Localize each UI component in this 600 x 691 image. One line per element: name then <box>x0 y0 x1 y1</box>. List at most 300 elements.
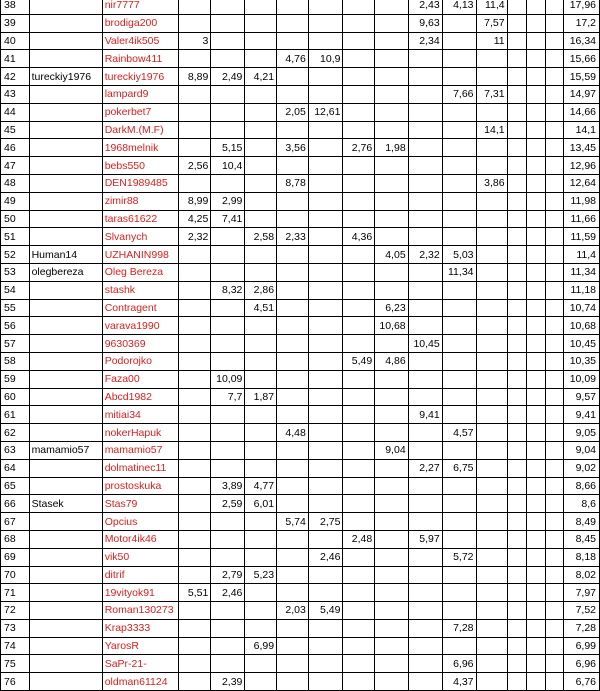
score-cell[interactable] <box>211 637 245 655</box>
score-cell[interactable] <box>343 317 375 335</box>
score-cell[interactable] <box>408 602 442 620</box>
score-cell[interactable] <box>408 299 442 317</box>
score-cell[interactable] <box>526 459 545 477</box>
total-cell[interactable]: 14,97 <box>564 85 600 103</box>
player-nick-cell[interactable]: Opcius <box>102 513 178 531</box>
score-cell[interactable] <box>375 157 408 175</box>
player-nick-cell[interactable]: Slvanych <box>102 228 178 246</box>
score-cell[interactable] <box>245 50 277 68</box>
score-cell[interactable] <box>526 32 545 50</box>
score-cell[interactable] <box>507 530 526 548</box>
score-cell[interactable] <box>277 370 309 388</box>
score-cell[interactable] <box>476 263 507 281</box>
score-cell[interactable] <box>442 157 476 175</box>
score-cell[interactable] <box>545 157 564 175</box>
score-cell[interactable] <box>408 637 442 655</box>
score-cell[interactable] <box>442 299 476 317</box>
score-cell[interactable] <box>308 637 343 655</box>
score-cell[interactable] <box>442 121 476 139</box>
score-cell[interactable] <box>507 673 526 691</box>
team-cell[interactable] <box>29 637 102 655</box>
score-cell[interactable] <box>211 299 245 317</box>
player-nick-cell[interactable]: zimir88 <box>102 192 178 210</box>
total-cell[interactable]: 8,45 <box>564 530 600 548</box>
score-cell[interactable]: 10,9 <box>308 50 343 68</box>
score-cell[interactable] <box>343 655 375 673</box>
score-cell[interactable] <box>442 441 476 459</box>
score-cell[interactable] <box>375 192 408 210</box>
score-cell[interactable]: 5,72 <box>442 548 476 566</box>
score-cell[interactable] <box>408 495 442 513</box>
score-cell[interactable] <box>507 459 526 477</box>
score-cell[interactable]: 4,13 <box>442 0 476 14</box>
score-cell[interactable] <box>211 32 245 50</box>
score-cell[interactable]: 2,43 <box>408 0 442 14</box>
score-cell[interactable] <box>343 299 375 317</box>
rank-cell[interactable]: 68 <box>1 530 30 548</box>
player-nick-cell[interactable]: 19vityok91 <box>102 584 178 602</box>
score-cell[interactable] <box>375 335 408 353</box>
score-cell[interactable] <box>277 406 309 424</box>
score-cell[interactable]: 2,48 <box>343 530 375 548</box>
score-cell[interactable] <box>245 263 277 281</box>
score-cell[interactable] <box>375 228 408 246</box>
score-cell[interactable] <box>545 566 564 584</box>
score-cell[interactable] <box>476 584 507 602</box>
rank-cell[interactable]: 54 <box>1 281 30 299</box>
player-nick-cell[interactable]: nokerHapuk <box>102 424 178 442</box>
score-cell[interactable] <box>308 424 343 442</box>
score-cell[interactable]: 2,59 <box>211 495 245 513</box>
score-cell[interactable] <box>507 299 526 317</box>
score-cell[interactable] <box>408 85 442 103</box>
score-cell[interactable] <box>442 637 476 655</box>
player-nick-cell[interactable]: vik50 <box>102 548 178 566</box>
score-cell[interactable]: 4,25 <box>179 210 211 228</box>
rank-cell[interactable]: 65 <box>1 477 30 495</box>
score-cell[interactable] <box>526 192 545 210</box>
score-cell[interactable] <box>408 228 442 246</box>
score-cell[interactable] <box>211 246 245 264</box>
score-cell[interactable] <box>526 584 545 602</box>
score-cell[interactable] <box>545 246 564 264</box>
player-nick-cell[interactable]: Motor4ik46 <box>102 530 178 548</box>
rank-cell[interactable]: 58 <box>1 352 30 370</box>
rank-cell[interactable]: 59 <box>1 370 30 388</box>
score-cell[interactable]: 5,49 <box>308 602 343 620</box>
score-cell[interactable] <box>343 602 375 620</box>
score-cell[interactable] <box>245 335 277 353</box>
score-cell[interactable] <box>545 530 564 548</box>
score-cell[interactable] <box>526 299 545 317</box>
player-nick-cell[interactable]: YarosR <box>102 637 178 655</box>
score-cell[interactable] <box>277 68 309 86</box>
rank-cell[interactable]: 40 <box>1 32 30 50</box>
score-cell[interactable]: 2,76 <box>343 139 375 157</box>
score-cell[interactable] <box>308 352 343 370</box>
score-cell[interactable] <box>245 0 277 14</box>
score-cell[interactable] <box>375 281 408 299</box>
score-cell[interactable] <box>308 85 343 103</box>
score-cell[interactable] <box>343 192 375 210</box>
team-cell[interactable] <box>29 370 102 388</box>
score-cell[interactable] <box>545 637 564 655</box>
score-cell[interactable] <box>545 388 564 406</box>
score-cell[interactable] <box>408 317 442 335</box>
team-cell[interactable] <box>29 192 102 210</box>
score-cell[interactable] <box>277 548 309 566</box>
score-cell[interactable] <box>545 263 564 281</box>
score-cell[interactable] <box>308 459 343 477</box>
score-cell[interactable]: 2,46 <box>211 584 245 602</box>
score-cell[interactable] <box>476 513 507 531</box>
score-cell[interactable] <box>545 424 564 442</box>
score-cell[interactable] <box>507 281 526 299</box>
score-cell[interactable] <box>245 673 277 691</box>
team-cell[interactable] <box>29 602 102 620</box>
score-cell[interactable] <box>245 210 277 228</box>
score-cell[interactable] <box>343 85 375 103</box>
score-cell[interactable]: 4,21 <box>245 68 277 86</box>
score-cell[interactable]: 6,99 <box>245 637 277 655</box>
score-cell[interactable] <box>545 495 564 513</box>
score-cell[interactable] <box>545 477 564 495</box>
score-cell[interactable] <box>408 68 442 86</box>
score-cell[interactable] <box>211 174 245 192</box>
score-cell[interactable] <box>245 103 277 121</box>
score-cell[interactable]: 2,86 <box>245 281 277 299</box>
score-cell[interactable] <box>211 121 245 139</box>
score-cell[interactable] <box>308 139 343 157</box>
score-cell[interactable] <box>442 566 476 584</box>
score-cell[interactable] <box>526 68 545 86</box>
team-cell[interactable]: olegbereza <box>29 263 102 281</box>
total-cell[interactable]: 11,18 <box>564 281 600 299</box>
score-cell[interactable] <box>442 406 476 424</box>
score-cell[interactable] <box>507 655 526 673</box>
total-cell[interactable]: 9,05 <box>564 424 600 442</box>
score-cell[interactable] <box>526 655 545 673</box>
score-cell[interactable] <box>526 530 545 548</box>
score-cell[interactable]: 14,1 <box>476 121 507 139</box>
score-cell[interactable] <box>211 619 245 637</box>
score-cell[interactable] <box>343 210 375 228</box>
score-cell[interactable]: 12,61 <box>308 103 343 121</box>
score-cell[interactable] <box>277 14 309 32</box>
rank-cell[interactable]: 49 <box>1 192 30 210</box>
score-cell[interactable] <box>545 673 564 691</box>
score-cell[interactable] <box>277 246 309 264</box>
score-cell[interactable] <box>245 441 277 459</box>
score-cell[interactable] <box>343 335 375 353</box>
score-cell[interactable] <box>545 50 564 68</box>
total-cell[interactable]: 15,59 <box>564 68 600 86</box>
total-cell[interactable]: 15,66 <box>564 50 600 68</box>
score-cell[interactable] <box>343 121 375 139</box>
score-cell[interactable]: 5,15 <box>211 139 245 157</box>
team-cell[interactable] <box>29 459 102 477</box>
player-nick-cell[interactable]: mitiai34 <box>102 406 178 424</box>
score-cell[interactable] <box>526 174 545 192</box>
total-cell[interactable]: 9,04 <box>564 441 600 459</box>
score-cell[interactable] <box>245 32 277 50</box>
score-cell[interactable] <box>308 299 343 317</box>
rank-cell[interactable]: 46 <box>1 139 30 157</box>
score-cell[interactable] <box>442 103 476 121</box>
score-cell[interactable] <box>179 263 211 281</box>
score-cell[interactable] <box>526 495 545 513</box>
score-cell[interactable]: 4,36 <box>343 228 375 246</box>
score-cell[interactable] <box>211 424 245 442</box>
score-cell[interactable]: 2,49 <box>211 68 245 86</box>
player-nick-cell[interactable]: Roman130273 <box>102 602 178 620</box>
score-cell[interactable] <box>308 619 343 637</box>
score-cell[interactable] <box>507 424 526 442</box>
player-nick-cell[interactable]: DEN1989485 <box>102 174 178 192</box>
score-cell[interactable] <box>507 246 526 264</box>
score-cell[interactable]: 8,89 <box>179 68 211 86</box>
score-cell[interactable] <box>277 32 309 50</box>
score-cell[interactable] <box>442 530 476 548</box>
score-cell[interactable] <box>507 139 526 157</box>
score-cell[interactable] <box>526 263 545 281</box>
score-cell[interactable] <box>375 370 408 388</box>
team-cell[interactable] <box>29 388 102 406</box>
score-cell[interactable] <box>442 477 476 495</box>
score-cell[interactable] <box>179 566 211 584</box>
score-cell[interactable] <box>442 602 476 620</box>
score-cell[interactable] <box>179 139 211 157</box>
total-cell[interactable]: 8,18 <box>564 548 600 566</box>
team-cell[interactable] <box>29 14 102 32</box>
team-cell[interactable]: mamamio57 <box>29 441 102 459</box>
score-cell[interactable] <box>308 673 343 691</box>
player-nick-cell[interactable]: taras61622 <box>102 210 178 228</box>
score-cell[interactable] <box>245 602 277 620</box>
score-cell[interactable] <box>507 14 526 32</box>
player-nick-cell[interactable]: Abcd1982 <box>102 388 178 406</box>
score-cell[interactable] <box>507 68 526 86</box>
rank-cell[interactable]: 64 <box>1 459 30 477</box>
score-cell[interactable] <box>545 335 564 353</box>
rank-cell[interactable]: 56 <box>1 317 30 335</box>
score-cell[interactable] <box>442 174 476 192</box>
score-cell[interactable] <box>526 85 545 103</box>
score-cell[interactable] <box>343 263 375 281</box>
score-cell[interactable] <box>442 14 476 32</box>
team-cell[interactable] <box>29 352 102 370</box>
total-cell[interactable]: 8,66 <box>564 477 600 495</box>
score-cell[interactable] <box>526 406 545 424</box>
score-cell[interactable] <box>245 192 277 210</box>
score-cell[interactable] <box>308 281 343 299</box>
score-cell[interactable] <box>211 655 245 673</box>
score-cell[interactable] <box>526 637 545 655</box>
score-cell[interactable] <box>442 388 476 406</box>
score-cell[interactable] <box>308 317 343 335</box>
score-cell[interactable] <box>526 246 545 264</box>
score-cell[interactable] <box>507 50 526 68</box>
score-cell[interactable] <box>408 263 442 281</box>
score-cell[interactable]: 3 <box>179 32 211 50</box>
score-cell[interactable] <box>308 584 343 602</box>
score-cell[interactable] <box>343 548 375 566</box>
score-cell[interactable]: 6,23 <box>375 299 408 317</box>
score-cell[interactable] <box>277 584 309 602</box>
score-cell[interactable] <box>545 103 564 121</box>
score-cell[interactable] <box>277 441 309 459</box>
score-cell[interactable] <box>211 513 245 531</box>
score-cell[interactable]: 11,4 <box>476 0 507 14</box>
score-cell[interactable] <box>476 388 507 406</box>
score-cell[interactable] <box>545 584 564 602</box>
score-cell[interactable] <box>507 335 526 353</box>
total-cell[interactable]: 7,52 <box>564 602 600 620</box>
score-cell[interactable] <box>476 406 507 424</box>
score-cell[interactable] <box>442 335 476 353</box>
score-cell[interactable] <box>375 513 408 531</box>
score-cell[interactable] <box>476 370 507 388</box>
score-cell[interactable] <box>442 317 476 335</box>
score-cell[interactable] <box>507 619 526 637</box>
score-cell[interactable] <box>343 103 375 121</box>
total-cell[interactable]: 8,6 <box>564 495 600 513</box>
score-cell[interactable] <box>343 68 375 86</box>
score-cell[interactable] <box>375 32 408 50</box>
score-cell[interactable] <box>308 406 343 424</box>
player-nick-cell[interactable]: ditrif <box>102 566 178 584</box>
score-cell[interactable] <box>277 121 309 139</box>
player-nick-cell[interactable]: Stas79 <box>102 495 178 513</box>
score-cell[interactable]: 1,87 <box>245 388 277 406</box>
score-cell[interactable] <box>179 174 211 192</box>
team-cell[interactable] <box>29 228 102 246</box>
score-cell[interactable] <box>343 673 375 691</box>
score-cell[interactable] <box>526 14 545 32</box>
score-cell[interactable] <box>211 335 245 353</box>
score-cell[interactable]: 4,77 <box>245 477 277 495</box>
team-cell[interactable]: tureckiy1976 <box>29 68 102 86</box>
score-cell[interactable]: 6,01 <box>245 495 277 513</box>
score-cell[interactable] <box>476 602 507 620</box>
score-cell[interactable] <box>526 157 545 175</box>
score-cell[interactable] <box>476 673 507 691</box>
team-cell[interactable] <box>29 477 102 495</box>
score-cell[interactable]: 2,32 <box>408 246 442 264</box>
player-nick-cell[interactable]: 1968melnik <box>102 139 178 157</box>
score-cell[interactable] <box>408 281 442 299</box>
score-cell[interactable]: 7,28 <box>442 619 476 637</box>
score-cell[interactable] <box>476 566 507 584</box>
score-cell[interactable] <box>442 228 476 246</box>
rank-cell[interactable]: 66 <box>1 495 30 513</box>
score-cell[interactable] <box>375 495 408 513</box>
player-nick-cell[interactable]: tureckiy1976 <box>102 68 178 86</box>
player-nick-cell[interactable]: Oleg Bereza <box>102 263 178 281</box>
score-cell[interactable] <box>343 281 375 299</box>
score-cell[interactable] <box>476 192 507 210</box>
score-cell[interactable]: 11 <box>476 32 507 50</box>
total-cell[interactable]: 7,97 <box>564 584 600 602</box>
score-cell[interactable] <box>507 0 526 14</box>
score-cell[interactable] <box>545 14 564 32</box>
score-cell[interactable] <box>245 370 277 388</box>
rank-cell[interactable]: 51 <box>1 228 30 246</box>
score-cell[interactable] <box>545 281 564 299</box>
score-cell[interactable] <box>507 85 526 103</box>
score-cell[interactable] <box>526 335 545 353</box>
score-cell[interactable] <box>526 424 545 442</box>
score-cell[interactable] <box>507 637 526 655</box>
score-cell[interactable] <box>507 513 526 531</box>
total-cell[interactable]: 14,66 <box>564 103 600 121</box>
total-cell[interactable]: 16,34 <box>564 32 600 50</box>
score-cell[interactable] <box>507 263 526 281</box>
team-cell[interactable] <box>29 424 102 442</box>
score-cell[interactable] <box>507 192 526 210</box>
score-cell[interactable] <box>507 566 526 584</box>
score-cell[interactable] <box>408 157 442 175</box>
score-cell[interactable] <box>476 477 507 495</box>
score-cell[interactable] <box>179 0 211 14</box>
score-cell[interactable] <box>507 210 526 228</box>
score-cell[interactable] <box>408 584 442 602</box>
score-cell[interactable] <box>375 530 408 548</box>
score-cell[interactable] <box>476 299 507 317</box>
score-cell[interactable] <box>375 459 408 477</box>
score-cell[interactable] <box>507 406 526 424</box>
total-cell[interactable]: 6,99 <box>564 637 600 655</box>
player-nick-cell[interactable]: Rainbow411 <box>102 50 178 68</box>
score-cell[interactable] <box>545 352 564 370</box>
score-cell[interactable]: 5,51 <box>179 584 211 602</box>
player-nick-cell[interactable]: brodiga200 <box>102 14 178 32</box>
score-cell[interactable] <box>408 210 442 228</box>
score-cell[interactable] <box>343 495 375 513</box>
total-cell[interactable]: 10,35 <box>564 352 600 370</box>
total-cell[interactable]: 6,76 <box>564 673 600 691</box>
player-nick-cell[interactable]: Krap3333 <box>102 619 178 637</box>
score-cell[interactable] <box>476 548 507 566</box>
team-cell[interactable] <box>29 548 102 566</box>
score-cell[interactable] <box>277 619 309 637</box>
score-cell[interactable] <box>343 584 375 602</box>
score-cell[interactable] <box>343 566 375 584</box>
team-cell[interactable] <box>29 157 102 175</box>
score-cell[interactable] <box>245 352 277 370</box>
player-nick-cell[interactable]: SaPr-21- <box>102 655 178 673</box>
rank-cell[interactable]: 47 <box>1 157 30 175</box>
score-cell[interactable] <box>245 459 277 477</box>
rank-cell[interactable]: 75 <box>1 655 30 673</box>
score-cell[interactable] <box>526 548 545 566</box>
score-cell[interactable] <box>507 121 526 139</box>
score-cell[interactable] <box>308 263 343 281</box>
score-cell[interactable] <box>526 370 545 388</box>
score-cell[interactable] <box>308 210 343 228</box>
score-cell[interactable] <box>545 317 564 335</box>
score-cell[interactable]: 8,78 <box>277 174 309 192</box>
score-cell[interactable] <box>526 513 545 531</box>
score-cell[interactable]: 2,05 <box>277 103 309 121</box>
rank-cell[interactable]: 73 <box>1 619 30 637</box>
score-cell[interactable] <box>526 673 545 691</box>
score-cell[interactable]: 6,96 <box>442 655 476 673</box>
score-cell[interactable]: 7,7 <box>211 388 245 406</box>
team-cell[interactable] <box>29 281 102 299</box>
score-cell[interactable] <box>507 352 526 370</box>
total-cell[interactable]: 10,74 <box>564 299 600 317</box>
